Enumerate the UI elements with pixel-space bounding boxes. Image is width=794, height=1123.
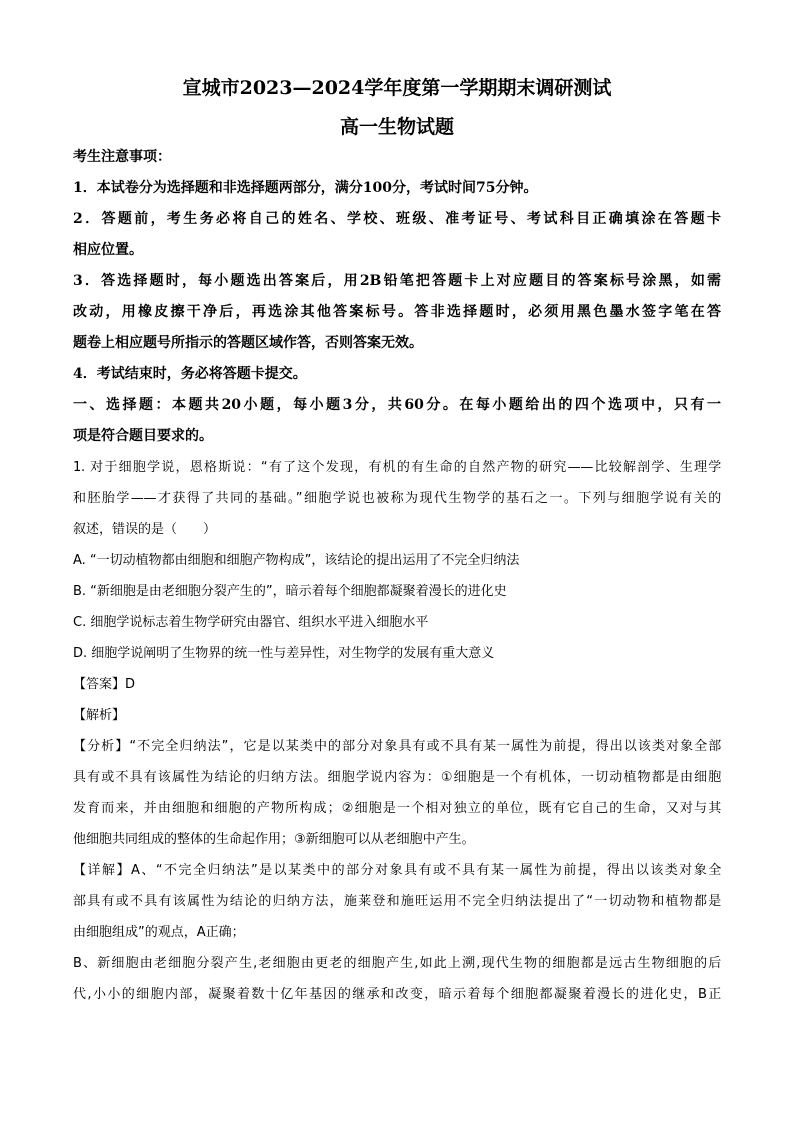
notice-item: 题卷上相应题号所指示的答题区域作答，否则答案无效。 [73,335,423,351]
detail-paragraph: B、新细胞由老细胞分裂产生,老细胞由更老的细胞产生,如此上溯,现代生物的细胞都是远古生物细胞的后 [73,956,721,971]
notice-item: 1．本试卷分为选择题和非选择题两部分，满分100分，考试时间75分钟。 [73,180,538,196]
analysis-paragraph: 具有或不具有该属性为结论的归纳方法。细胞学说内容为：①细胞是一个有机体，一切动植物都是由细胞 [73,770,721,785]
section-heading-cont: 项是符合题目要求的。 [73,428,213,444]
section-heading: 一、选择题：本题共20小题，每小题3分，共60分。在每小题给出的四个选项中，只有一 [73,397,721,413]
document-body [73,142,721,1010]
option-b: B. “新细胞是由老细胞分裂产生的”，暗示着每个细胞都凝聚着漫长的进化史 [73,584,507,599]
analysis-paragraph: 他细胞共同组成的整体的生命起作用；③新细胞可以从老细胞中产生。 [73,832,475,847]
option-c: C. 细胞学说标志着生物学研究由器官、组织水平进入细胞水平 [73,615,429,630]
detail-paragraph: 代,小小的细胞内部，凝聚着数十亿年基因的继承和改变，暗示着每个细胞都凝聚着漫长的进化史，B正 [73,987,721,1002]
analysis-paragraph: 发育而来，并由细胞和细胞的产物所构成；②细胞是一个相对独立的单位，既有它自己的生命，又对与其 [73,801,721,816]
exam-subtitle: 高一生物试题 [339,116,454,138]
notice-heading: 考生注意事项： [73,149,171,165]
notice-item: 相应位置。 [73,242,143,258]
notice-item: 2．答题前，考生务必将自己的姓名、学校、班级、准考证号、考试科目正确填涂在答题卡 [73,211,721,227]
option-d: D. 细胞学说阐明了生物界的统一性与差异性，对生物学的发展有重大意义 [73,646,495,661]
question-stem: 1. 对于细胞学说，恩格斯说：“有了这个发现，有机的有生命的自然产物的研究——比较解剖学、生理学 [73,460,721,475]
notice-item: 4．考试结束时，务必将答题卡提交。 [73,366,307,382]
detail-paragraph: 【详解】A、“不完全归纳法”是以某类中的部分对象具有或不具有某一属性为前提，得出以该类对象全 [73,863,721,878]
analysis-paragraph: 【分析】“不完全归纳法”，它是以某类中的部分对象具有或不具有某一属性为前提，得出以该类对象全部 [73,739,721,754]
detail-paragraph: 由细胞组成”的观点，A正确； [73,925,245,940]
answer-line: 【答案】D [73,677,136,692]
detail-paragraph: 部具有或不具有该属性为结论的归纳方法，施莱登和施旺运用不完全归纳法提出了“一切动物和植物都是 [73,894,721,909]
question-stem: 和胚胎学——才获得了共同的基础。”细胞学说也被称为现代生物学的基石之一。下列与细胞学说有关的 [73,491,721,506]
notice-item: 3．答选择题时，每小题选出答案后，用2B铅笔把答题卡上对应题目的答案标号涂黑，如需 [73,273,721,289]
question-stem: 叙述，错误的是（ ） [73,522,217,537]
notice-item: 改动，用橡皮擦干净后，再选涂其他答案标号。答非选择题时，必须用黑色墨水签字笔在答 [73,304,721,320]
analysis-label: 【解析】 [73,708,126,723]
exam-title: 宣城市2023—2024学年度第一学期期末调研测试 [182,77,612,99]
option-a: A. “一切动植物都由细胞和细胞产物构成”，该结论的提出运用了不完全归纳法 [73,553,520,568]
